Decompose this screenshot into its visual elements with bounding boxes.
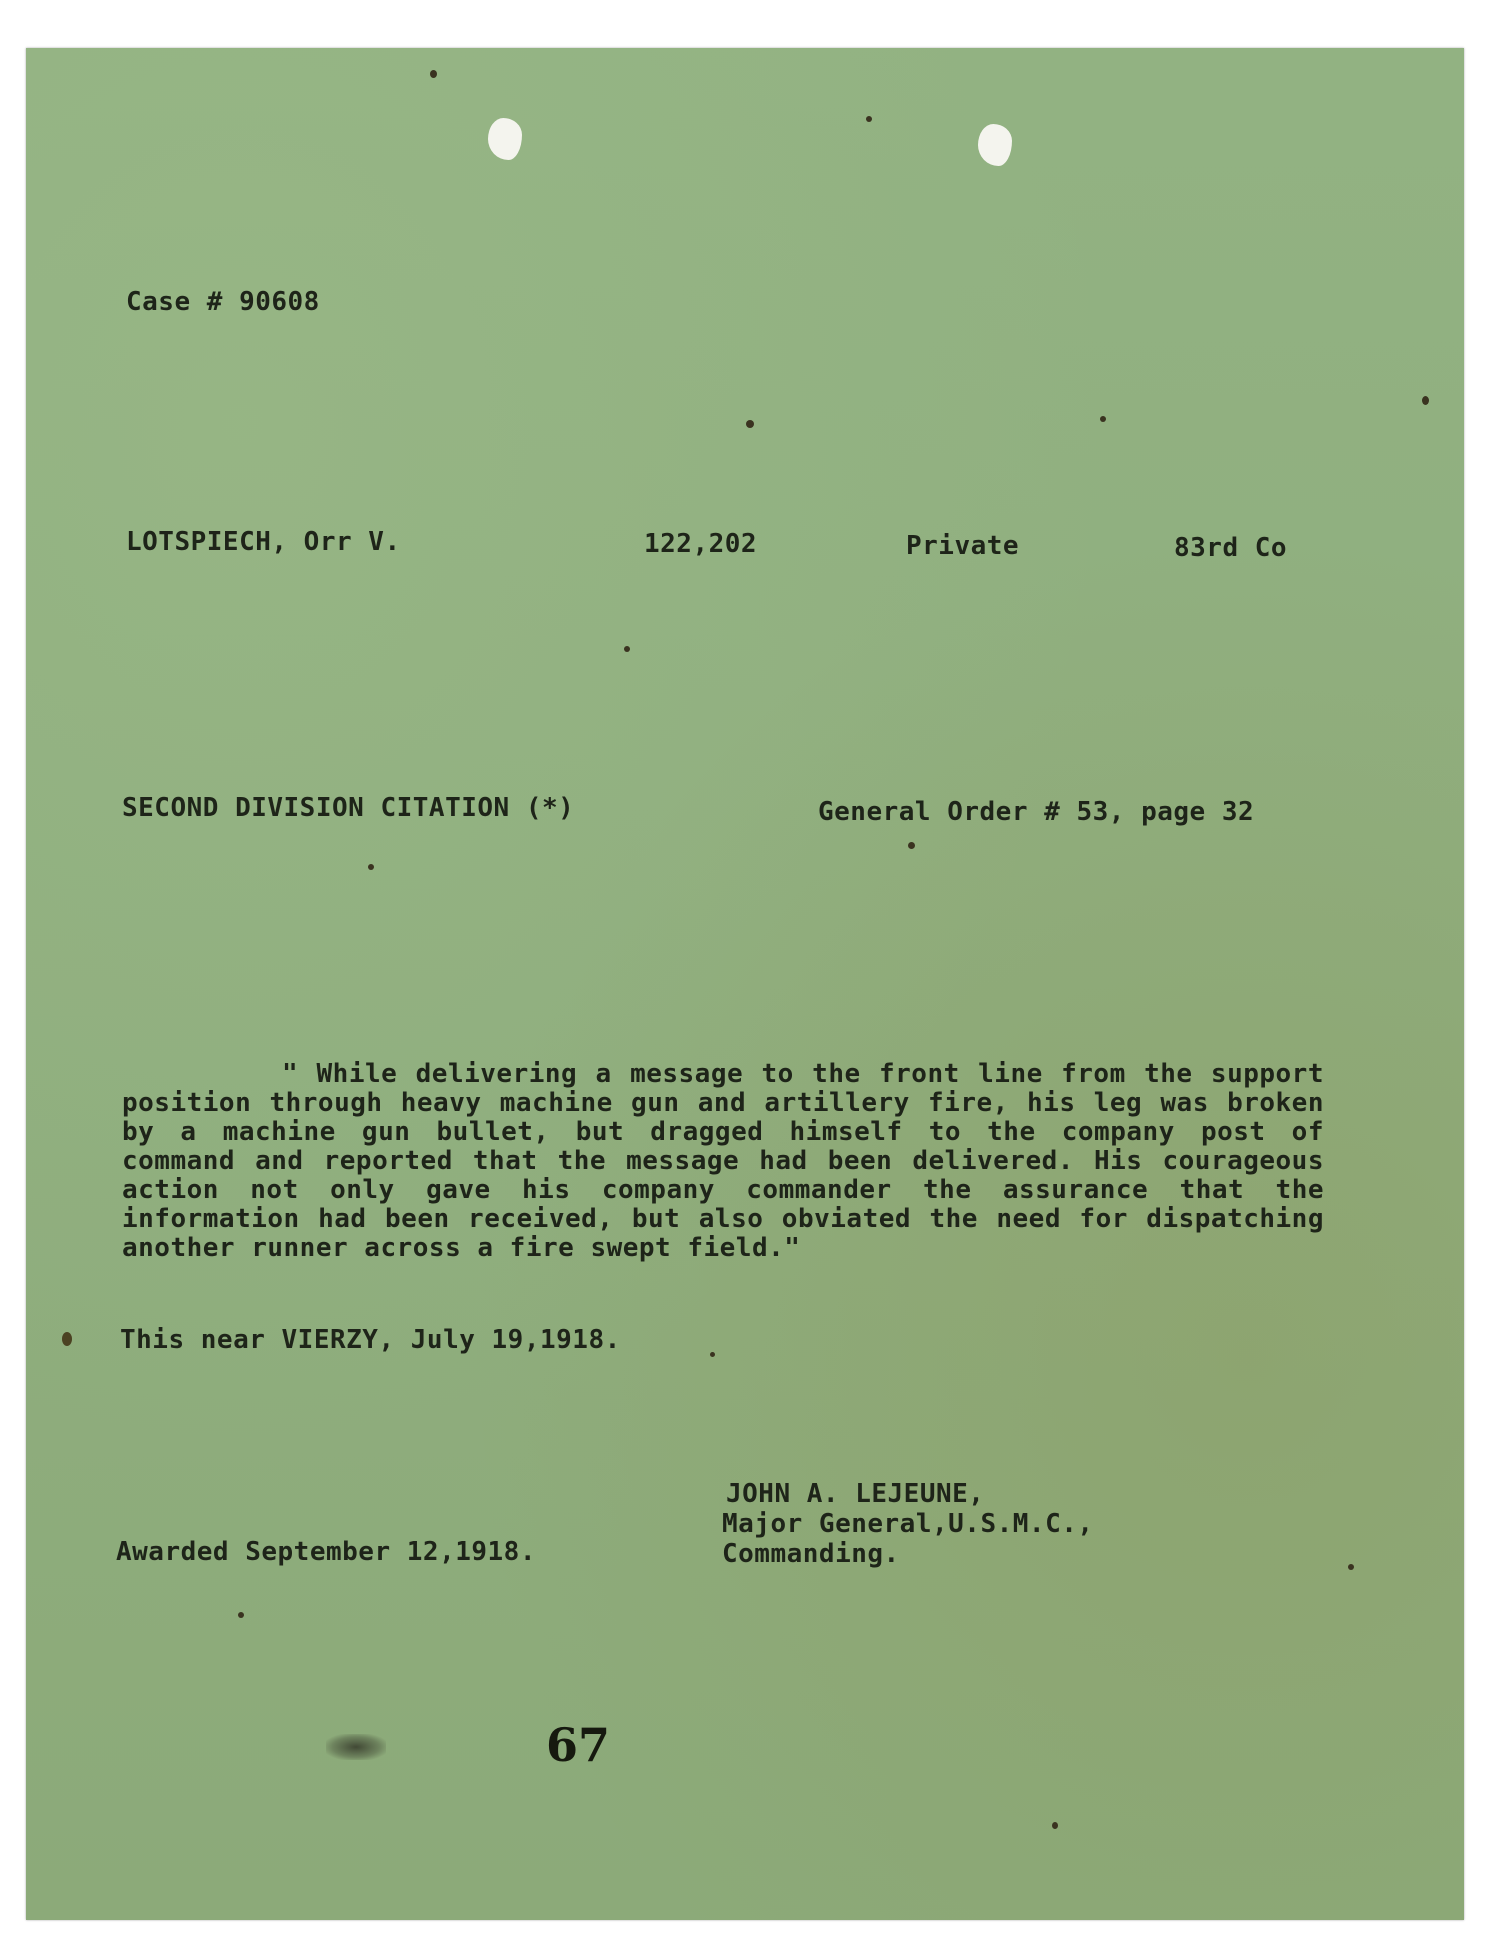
- awarded-date: Awarded September 12,1918.: [116, 1537, 536, 1567]
- service-member-name: LOTSPIECH, Orr V.: [126, 527, 401, 557]
- ink-spot: [710, 1352, 715, 1357]
- rank: Private: [906, 531, 1020, 561]
- ink-spot: [368, 864, 374, 870]
- unit: 83rd Co: [1174, 533, 1288, 563]
- smudged-stamp: [326, 1734, 386, 1760]
- ink-spot: [908, 842, 915, 849]
- case-number: Case # 90608: [126, 287, 320, 317]
- ink-spot: [1422, 396, 1429, 405]
- ink-spot: [746, 420, 754, 428]
- citation-title: SECOND DIVISION CITATION (*): [122, 793, 575, 823]
- document-sheet: [26, 48, 1464, 1920]
- ink-spot: [62, 1332, 72, 1346]
- ink-spot: [624, 646, 630, 652]
- ink-spot: [238, 1612, 244, 1618]
- punch-hole-right: [978, 124, 1012, 166]
- page-number: 67: [546, 1718, 611, 1772]
- ink-spot: [1052, 1822, 1058, 1829]
- signature-title: Major General,U.S.M.C.,: [722, 1509, 1094, 1539]
- citation-text: " While delivering a message to the front line from the support position through heavy machine gun and artillery fire, his leg was broken by a machine gun bullet, but dragged himself to the company post of command and reported that the message had been delivered. His courageous action not only gave his company commander the assurance that the information had been received, but also obviated the need for dispatching another runner across a fire swept field.": [122, 1059, 1324, 1263]
- signature-role: Commanding.: [722, 1539, 900, 1569]
- service-number: 122,202: [644, 529, 758, 559]
- general-order: General Order # 53, page 32: [818, 797, 1255, 827]
- ink-spot: [430, 70, 437, 78]
- ink-spot: [1100, 416, 1106, 422]
- ink-spot: [1348, 1564, 1354, 1570]
- punch-hole-left: [488, 118, 522, 160]
- signature-name: JOHN A. LEJEUNE,: [726, 1479, 985, 1509]
- place-date: This near VIERZY, July 19,1918.: [120, 1325, 621, 1355]
- ink-spot: [866, 116, 872, 122]
